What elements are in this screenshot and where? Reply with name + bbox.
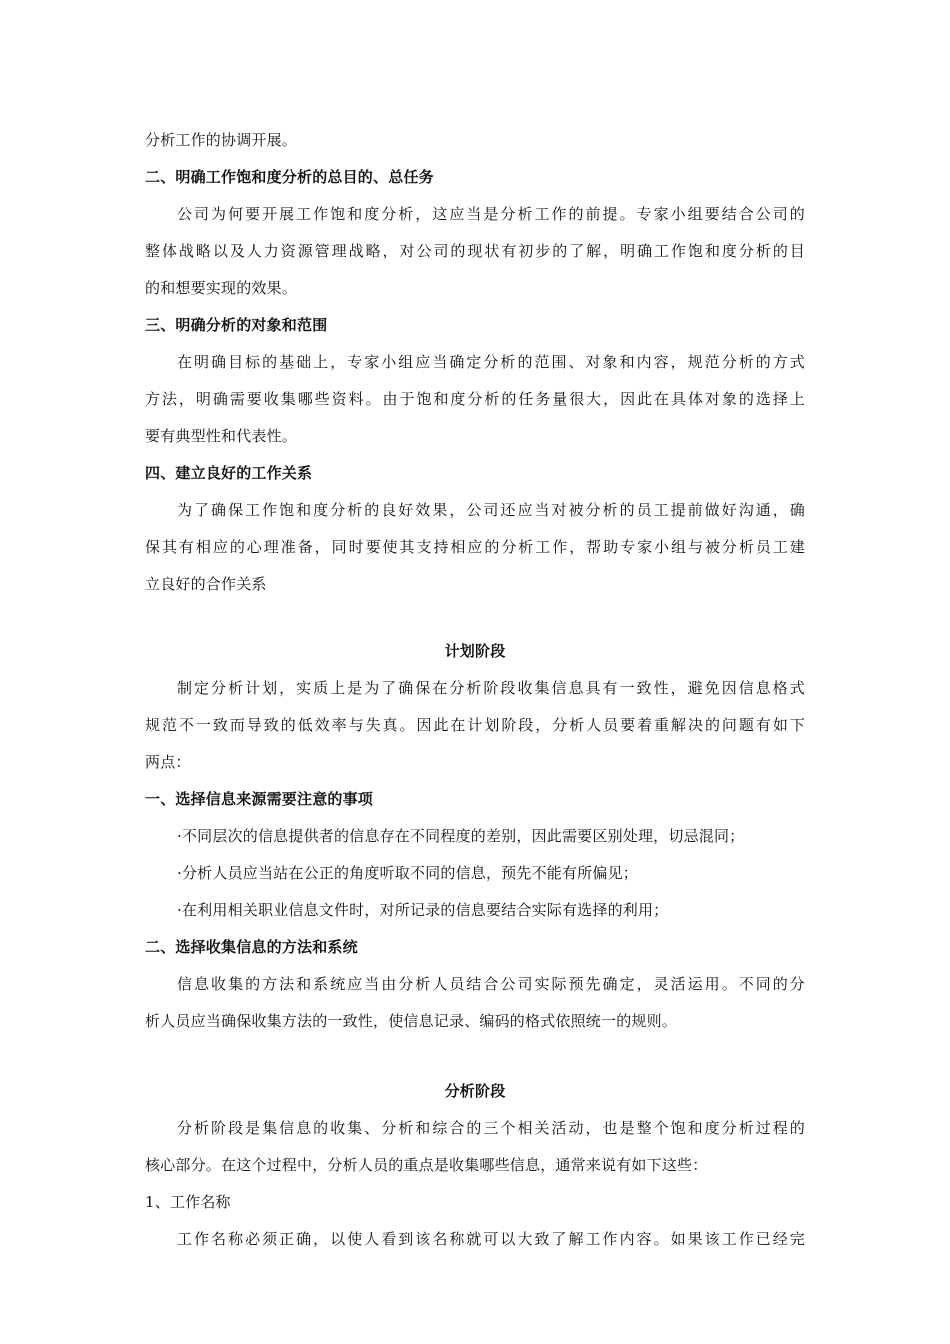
paragraph-line: 规范不一致而导致的低效率与失真。因此在计划阶段，分析人员要着重解决的问题有如下	[145, 716, 805, 734]
numbered-item: 1、工作名称	[145, 1193, 231, 1211]
paragraph-line: 在明确目标的基础上，专家小组应当确定分析的范围、对象和内容，规范分析的方式	[177, 353, 805, 371]
paragraph-line: 整体战略以及人力资源管理战略，对公司的现状有初步的了解，明确工作饱和度分析的目	[145, 242, 805, 260]
bullet-item: ·分析人员应当站在公正的角度听取不同的信息，预先不能有所偏见；	[177, 864, 638, 882]
section-title-planning: 计划阶段	[444, 642, 506, 660]
paragraph-line: 核心部分。在这个过程中，分析人员的重点是收集哪些信息，通常来说有如下这些：	[145, 1156, 708, 1174]
heading-relationship: 四、建立良好的工作关系	[145, 464, 313, 482]
section-title-analysis: 分析阶段	[444, 1082, 506, 1100]
paragraph-line: 分析阶段是集信息的收集、分析和综合的三个相关活动，也是整个饱和度分析过程的	[177, 1119, 805, 1137]
paragraph-line: 要有典型性和代表性。	[145, 427, 298, 445]
paragraph-line: 分析工作的协调开展。	[145, 131, 298, 149]
paragraph-line: 两点：	[145, 753, 191, 771]
bullet-item: ·不同层次的信息提供者的信息存在不同程度的差别，因此需要区别处理，切忌混同；	[177, 827, 745, 845]
paragraph-line: 信息收集的方法和系统应当由分析人员结合公司实际预先确定，灵活运用。不同的分	[177, 975, 805, 993]
paragraph-line: 析人员应当确保收集方法的一致性，使信息记录、编码的格式依照统一的规则。	[145, 1012, 678, 1030]
paragraph-line: 工作名称必须正确，以使人看到该名称就可以大致了解工作内容。如果该工作已经完	[177, 1230, 805, 1248]
document-body	[145, 122, 805, 1258]
spacer	[145, 1040, 805, 1073]
heading-collection-method: 二、选择收集信息的方法和系统	[145, 938, 358, 956]
paragraph-line: 立良好的合作关系	[145, 575, 267, 593]
paragraph-line: 方法，明确需要收集哪些资料。由于饱和度分析的任务量很大，因此在具体对象的选择上	[145, 390, 805, 408]
heading-info-source: 一、选择信息来源需要注意的事项	[145, 790, 374, 808]
heading-scope: 三、明确分析的对象和范围	[145, 316, 328, 334]
paragraph-line: 制定分析计划，实质上是为了确保在分析阶段收集信息具有一致性，避免因信息格式	[177, 679, 805, 697]
paragraph-line: 公司为何要开展工作饱和度分析，这应当是分析工作的前提。专家小组要结合公司的	[177, 205, 805, 223]
paragraph-line: 为了确保工作饱和度分析的良好效果，公司还应当对被分析的员工提前做好沟通，确	[177, 501, 805, 519]
spacer	[145, 603, 805, 633]
bullet-item: ·在利用相关职业信息文件时，对所记录的信息要结合实际有选择的利用；	[177, 901, 669, 919]
paragraph-line: 保其有相应的心理准备，同时要使其支持相应的分析工作，帮助专家小组与被分析员工建	[145, 538, 805, 556]
heading-goal: 二、明确工作饱和度分析的总目的、总任务	[145, 168, 434, 186]
paragraph-line: 的和想要实现的效果。	[145, 279, 298, 297]
